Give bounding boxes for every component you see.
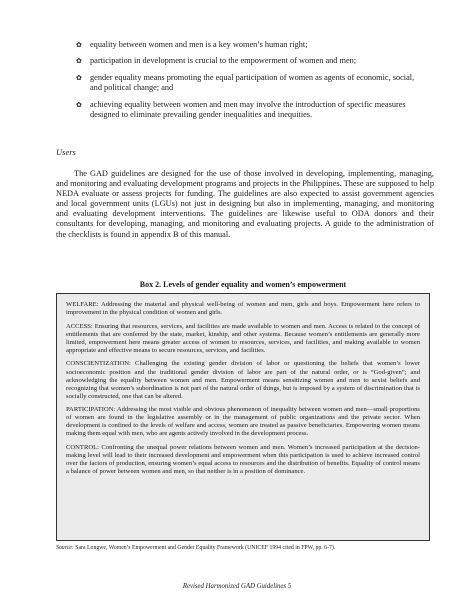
bullet-text: equality between women and men is a key women’s human right; [90,40,308,49]
bullet-text: participation in development is crucial to the empowerment of women and men; [90,56,357,66]
feather-bullet-icon: ✿ [76,100,82,109]
box-item-conscientization: CONSCIENTIZATION: Challenging the existing gender division of labor or questioning the beliefs that women’s lower socioeconomic position and the traditional gender division of labor are part of the natural order, or is “God-given”; and acknowledging the equality between women and men. Empowerment means sensitizing women and men to sexist beliefs and recognizing that women’s subordination is not part of the natural order of things, but is imposed by a system of discrimination that is socially constructed, one that can be altered. [66,360,420,400]
feather-bullet-icon: ✿ [76,57,82,66]
box-item-welfare: WELFARE: Addressing the material and physical well-being of women and men, girls and boys. Empowerment here refers to improvement in the physical condition of women and girls. [66,301,420,317]
source-label: Source: [56,545,74,551]
bullet-text: achieving equality between women and men may involve the introduction of specific measures designed to eliminate prevailing gender inequalities and inequities. [90,99,406,120]
list-item [76,73,428,95]
page-footer: Revised Harmonized GAD Guidelines 5 [182,583,292,590]
box-item-participation: PARTICIPATION: Addressing the most visible and obvious phenomenon of inequality between women and men—small proportions of women are found in the legislative assembly or in the management of public organizations and the private sector. When development is confined to the levels of welfare and access, women are treated as passive beneficiaries. Empowering women means making them equal with men, who are agents actively involved in the development process. [66,406,420,438]
list-item [76,40,428,51]
source-text: Sara Longwe, Women’s Empowerment and Gender Equality Framework (UNICEF 1994 cited in FPW, pp. 6-7). [73,545,336,551]
box-content [66,301,420,482]
list-item [76,56,428,67]
box-item-control: CONTROL: Confronting the unequal power relations between women and men. Women’s increased participation at the decision-making level will lead to their increased development and empowerment when this participation is used to achieve increased control over the factors of production, ensuring women’s equal access to resources and the distribution of benefits. Equality of control means a balance of power between women and men, so that neither is in a position of dominance. [66,444,420,476]
section-heading-users: Users [56,147,76,157]
feather-bullet-icon: ✿ [76,73,82,82]
users-paragraph: The GAD guidelines are designed for the use of those involved in developing, implementing, managing, and monitoring and evaluating development programs and projects in the Philippines. These are supposed to help NEDA evaluate or assess projects for funding. The guidelines are also expected to assist government agencies and local government units (LGUs) not just in designing but also in implementing, managing, and monitoring and evaluating development interventions. The guidelines are likewise useful to ODA donors and their consultants for developing, managing, and monitoring and evaluating projects. A guide to the administration of the checklists is found in appendix B of this manual. [56,169,434,239]
source-note [56,545,335,551]
box-item-access: ACCESS: Ensuring that resources, services, and facilities are made available to women and men. Access is related to the concept of entitlements that are conferred by the state, market, kinship, and other systems. Because women’s entitlements are generally more limited, empowerment here means greater access of women to resources, services, and facilities, and making available to women appropriate and effective means to secure resources, services, and facilities. [66,322,420,354]
box-title: Box 2. Levels of gender equality and women’s empowerment [139,280,347,289]
bullet-text: gender equality means promoting the equal participation of women as agents of economic, social, and political change; and [90,72,415,93]
bullet-list [76,40,428,127]
feather-bullet-icon: ✿ [76,41,82,49]
list-item [76,100,428,122]
